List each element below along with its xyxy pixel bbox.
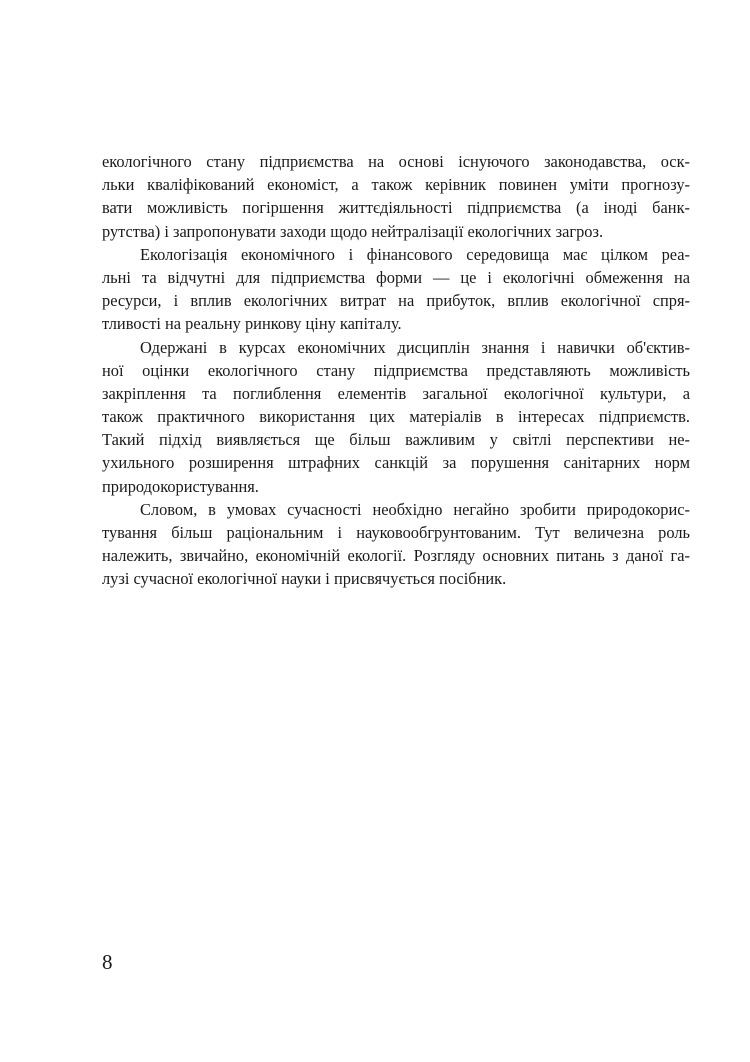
text-line: природокористування. — [102, 476, 259, 496]
text-line: льні та відчутні для підприємства форми — це і екологічні обмеження на — [102, 267, 690, 287]
paragraph — [102, 150, 690, 243]
text-line: закріплення та поглиблення елементів загальної екологічної культури, а — [102, 383, 690, 403]
page-number: 8 — [102, 950, 113, 974]
text-line: тливості на реальну ринкову ціну капіталу. — [102, 314, 402, 334]
text-line: ухильного розширення штрафних санкцій за порушення санітарних норм — [102, 453, 690, 473]
text-line: Такий підхід виявляється ще більш важливим у світлі перспективи не- — [102, 430, 690, 450]
text-line: лузі сучасної екологічної науки і присвячується посібник. — [102, 569, 507, 589]
paragraph — [102, 336, 690, 498]
text-line: вати можливість погіршення життєдіяльності підприємства (а іноді банк- — [102, 198, 690, 218]
text-line: також практичного використання цих матеріалів в інтересах підприємств. — [102, 407, 690, 427]
text-line: Словом, в умовах сучасності необхідно негайно зробити природокорис- — [140, 499, 690, 519]
text-line: ної оцінки екологічного стану підприємства представляють можливість — [102, 360, 690, 380]
text-line: екологічного стану підприємства на основі існуючого законодавства, оск- — [102, 152, 690, 171]
text-line: рутства) і запропонувати заходи щодо нейтралізації екологічних загроз. — [102, 221, 604, 241]
text-line: належить, звичайно, економічній екології. Розгляду основних питань з даної га- — [102, 546, 690, 566]
paragraph — [102, 498, 690, 591]
text-line: Одержані в курсах економічних дисциплін знання і навички об'єктив- — [140, 337, 690, 357]
text-line: Екологізація економічного і фінансового середовища має цілком реа- — [140, 244, 690, 264]
text-line: ресурси, і вплив екологічних витрат на прибуток, вплив екологічної спря- — [102, 291, 690, 311]
body-text — [102, 150, 690, 591]
text-line: тування більш раціональним і науковообгрунтованим. Тут величезна роль — [102, 523, 690, 542]
text-line: льки кваліфікований економіст, а також керівник повинен уміти прогнозу- — [102, 175, 690, 195]
paragraph — [102, 243, 690, 336]
